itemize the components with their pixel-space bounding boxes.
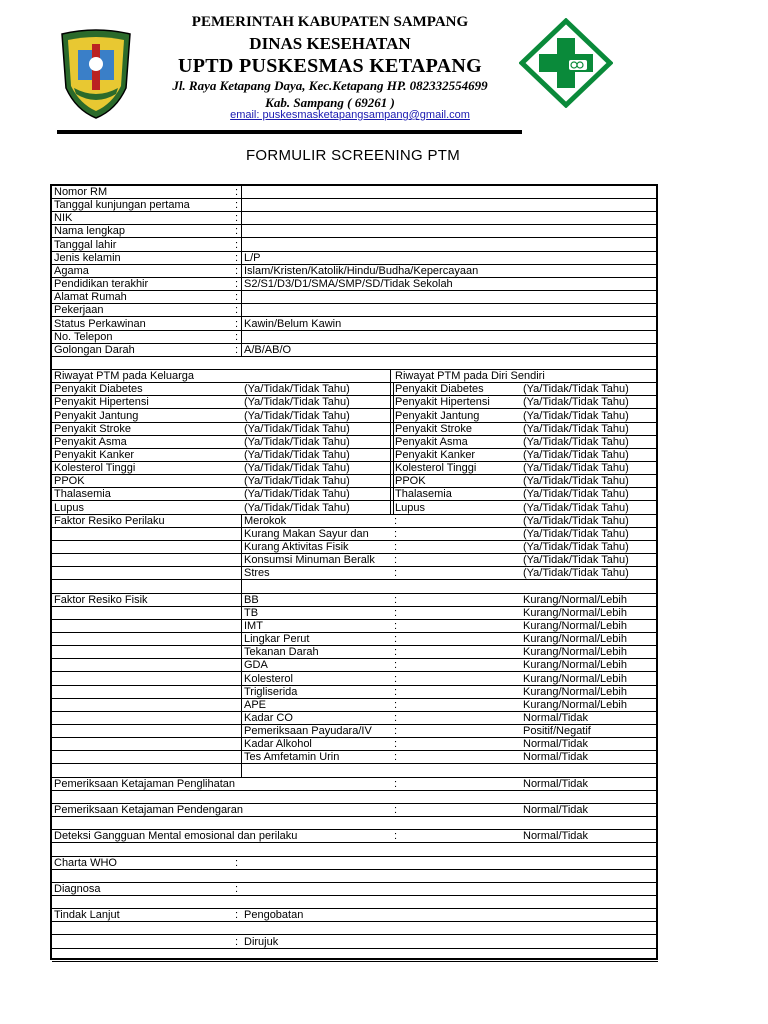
- identity-colon: :: [235, 330, 239, 343]
- self-disease-label: Thalasemia: [395, 488, 452, 501]
- identity-row: [52, 186, 658, 199]
- fisik-item-option[interactable]: Kurang/Normal/Lebih: [523, 633, 627, 646]
- identity-label: Golongan Darah: [54, 343, 135, 356]
- family-disease-option[interactable]: (Ya/Tidak/Tidak Tahu): [244, 396, 350, 409]
- self-disease-option[interactable]: (Ya/Tidak/Tidak Tahu): [523, 396, 629, 409]
- riwayat-row: [52, 396, 658, 409]
- riwayat-row: [52, 475, 658, 488]
- self-disease-label: Penyakit Diabetes: [395, 383, 484, 396]
- bottom-row: [52, 883, 658, 896]
- family-disease-label: Penyakit Stroke: [54, 422, 132, 435]
- identity-label: Alamat Rumah: [54, 291, 127, 304]
- fisik-row: [52, 620, 658, 633]
- perilaku-row: [52, 528, 658, 541]
- self-disease-label: Kolesterol Tinggi: [395, 462, 477, 475]
- self-disease-option[interactable]: (Ya/Tidak/Tidak Tahu): [523, 449, 629, 461]
- fisik-item-option[interactable]: Kurang/Normal/Lebih: [523, 646, 627, 659]
- form-title: FORMULIR SCREENING PTM: [245, 147, 461, 164]
- identity-row: [52, 304, 658, 317]
- self-disease-option[interactable]: (Ya/Tidak/Tidak Tahu): [523, 488, 629, 501]
- family-disease-label: Penyakit Diabetes: [54, 383, 143, 396]
- pemeriksaan-label: Pemeriksaan Ketajaman Pendengaran: [54, 804, 243, 817]
- identity-colon: :: [235, 291, 239, 304]
- header-divider: [57, 130, 522, 134]
- identity-colon: :: [235, 343, 239, 356]
- identity-row: [52, 291, 658, 304]
- identity-label: No. Telepon: [54, 330, 113, 343]
- pemeriksaan-spacer-row: [52, 791, 658, 804]
- self-disease-label: Penyakit Jantung: [395, 409, 480, 422]
- fisik-item-option[interactable]: Kurang/Normal/Lebih: [523, 606, 627, 619]
- self-disease-option[interactable]: (Ya/Tidak/Tidak Tahu): [523, 501, 629, 514]
- bottom-colon: :: [235, 882, 239, 895]
- fisik-row: [52, 594, 658, 607]
- fisik-colon: :: [394, 619, 398, 632]
- fisik-row: [52, 699, 658, 712]
- perilaku-section-label: Faktor Resiko Perilaku: [54, 514, 165, 527]
- header-line-government: PEMERINTAH KABUPATEN SAMPANG: [191, 14, 469, 30]
- identity-label: NIK: [54, 212, 73, 225]
- self-disease-option[interactable]: (Ya/Tidak/Tidak Tahu): [523, 462, 629, 475]
- riwayat-row: [52, 410, 658, 423]
- fisik-item-option[interactable]: Normal/Tidak: [523, 738, 588, 751]
- pemeriksaan-colon: :: [394, 777, 398, 790]
- perilaku-colon: :: [394, 514, 398, 527]
- perilaku-row: [52, 567, 658, 580]
- bottom-row: [52, 857, 658, 870]
- pemeriksaan-spacer-row: [52, 844, 658, 857]
- identity-colon: :: [235, 304, 239, 317]
- fisik-row: [52, 659, 658, 672]
- bottom-spacer-row: [52, 896, 658, 909]
- header-address: Jl. Raya Ketapang Daya, Kec.Ketapang HP. 082332554699: [172, 78, 488, 93]
- identity-label: Pekerjaan: [54, 304, 104, 317]
- fisik-item-label: GDA: [244, 659, 268, 672]
- identity-column-divider: [241, 186, 242, 357]
- family-disease-label: Penyakit Jantung: [54, 409, 139, 422]
- self-disease-label: Penyakit Asma: [395, 435, 468, 448]
- perilaku-row: [52, 541, 658, 554]
- riwayat-row: [52, 436, 658, 449]
- riwayat-middle-divider: [390, 370, 391, 515]
- perilaku-column-divider: [241, 515, 242, 594]
- family-disease-option[interactable]: (Ya/Tidak/Tidak Tahu): [244, 501, 350, 514]
- fisik-row: [52, 686, 658, 699]
- pemeriksaan-row: [52, 804, 658, 817]
- pemeriksaan-option[interactable]: Normal/Tidak: [523, 830, 588, 843]
- fisik-item-label: Kadar CO: [244, 712, 293, 724]
- perilaku-item-option[interactable]: (Ya/Tidak/Tidak Tahu): [523, 514, 629, 527]
- perilaku-row: [52, 554, 658, 567]
- identity-label: Status Perkawinan: [54, 317, 146, 330]
- family-disease-option[interactable]: (Ya/Tidak/Tidak Tahu): [244, 383, 350, 396]
- riwayat-row: [52, 462, 658, 475]
- fisik-item-option[interactable]: Kurang/Normal/Lebih: [523, 659, 627, 672]
- self-disease-option[interactable]: (Ya/Tidak/Tidak Tahu): [523, 409, 629, 422]
- fisik-colon: :: [394, 698, 398, 711]
- family-disease-option[interactable]: (Ya/Tidak/Tidak Tahu): [244, 449, 350, 461]
- pemeriksaan-colon: :: [394, 830, 398, 843]
- family-disease-option[interactable]: (Ya/Tidak/Tidak Tahu): [244, 435, 350, 448]
- perilaku-item-option[interactable]: (Ya/Tidak/Tidak Tahu): [523, 527, 629, 540]
- identity-row: [52, 225, 658, 238]
- identity-row: [52, 239, 658, 252]
- family-disease-option[interactable]: (Ya/Tidak/Tidak Tahu): [244, 475, 350, 488]
- identity-colon: :: [235, 317, 239, 330]
- fisik-item-option[interactable]: Kurang/Normal/Lebih: [523, 672, 627, 685]
- perilaku-item-label: Kurang Makan Sayur dan: [244, 527, 369, 540]
- identity-label: Pendidikan terakhir: [54, 278, 149, 291]
- self-disease-option[interactable]: (Ya/Tidak/Tidak Tahu): [523, 422, 629, 435]
- fisik-item-option[interactable]: Kurang/Normal/Lebih: [523, 593, 627, 606]
- fisik-item-option[interactable]: Kurang/Normal/Lebih: [523, 685, 627, 698]
- puskesmas-cross-logo-icon: [519, 18, 613, 108]
- header-email-link[interactable]: email: puskesmasketapangsampang@gmail.com: [230, 109, 470, 121]
- fisik-item-label: Tekanan Darah: [244, 646, 319, 659]
- perilaku-item-option[interactable]: (Ya/Tidak/Tidak Tahu): [523, 567, 629, 580]
- fisik-item-label: Trigliserida: [244, 685, 298, 698]
- identity-row: [52, 212, 658, 225]
- family-disease-label: Kolesterol Tinggi: [54, 462, 136, 475]
- family-disease-label: Lupus: [54, 501, 84, 514]
- identity-row: [52, 252, 658, 265]
- pemeriksaan-label: Pemeriksaan Ketajaman Penglihatan: [54, 777, 236, 790]
- perilaku-item-label: Stres: [244, 567, 270, 580]
- fisik-column-divider: [241, 594, 242, 778]
- fisik-item-option[interactable]: Positif/Negatif: [523, 725, 591, 738]
- family-disease-label: Penyakit Asma: [54, 435, 127, 448]
- identity-label: Jenis kelamin: [54, 251, 121, 264]
- family-history-header: Riwayat PTM pada Keluarga: [54, 370, 195, 383]
- pemeriksaan-row: [52, 778, 658, 791]
- family-disease-option[interactable]: (Ya/Tidak/Tidak Tahu): [244, 409, 350, 422]
- bottom-label: Tindak Lanjut: [54, 909, 120, 922]
- fisik-colon: :: [394, 738, 398, 751]
- identity-value-field[interactable]: Kawin/Belum Kawin: [244, 317, 342, 330]
- fisik-row: [52, 738, 658, 751]
- bottom-label: Charta WHO: [54, 856, 117, 869]
- perilaku-colon: :: [394, 527, 398, 540]
- self-disease-label: Penyakit Hipertensi: [395, 396, 490, 409]
- fisik-item-option[interactable]: Normal/Tidak: [523, 751, 588, 764]
- fisik-colon: :: [394, 606, 398, 619]
- fisik-item-label: Pemeriksaan Payudara/IV: [244, 725, 372, 738]
- fisik-row: [52, 725, 658, 738]
- fisik-item-option[interactable]: Kurang/Normal/Lebih: [523, 698, 627, 711]
- riwayat-middle-divider: [393, 383, 394, 515]
- identity-row: [52, 199, 658, 212]
- identity-spacer-row: [52, 357, 658, 370]
- self-history-header: Riwayat PTM pada Diri Sendiri: [395, 370, 545, 383]
- fisik-colon: :: [394, 633, 398, 646]
- identity-colon: :: [235, 199, 239, 212]
- perilaku-row: [52, 515, 658, 528]
- identity-value-field[interactable]: S2/S1/D3/D1/SMA/SMP/SD/Tidak Sekolah: [244, 278, 453, 291]
- fisik-colon: :: [394, 672, 398, 685]
- identity-colon: :: [235, 238, 239, 251]
- header-line-department: DINAS KESEHATAN: [249, 34, 411, 53]
- fisik-item-label: Kadar Alkohol: [244, 738, 312, 751]
- perilaku-item-label: Konsumsi Minuman Beralk: [244, 554, 375, 567]
- bottom-spacer-row: [52, 870, 658, 883]
- riwayat-row: [52, 383, 658, 396]
- self-disease-label: Lupus: [395, 501, 425, 514]
- identity-row: [52, 318, 658, 331]
- identity-colon: :: [235, 278, 239, 291]
- header-city: Kab. Sampang ( 69261 ): [265, 95, 395, 110]
- pemeriksaan-option[interactable]: Normal/Tidak: [523, 804, 588, 817]
- identity-colon: :: [235, 251, 239, 264]
- identity-row: [52, 278, 658, 291]
- pemeriksaan-colon: :: [394, 804, 398, 817]
- riwayat-header-row: [52, 370, 658, 383]
- family-disease-option[interactable]: (Ya/Tidak/Tidak Tahu): [244, 488, 350, 501]
- identity-colon: :: [235, 264, 239, 277]
- identity-value-field[interactable]: A/B/AB/O: [244, 343, 292, 356]
- bottom-colon: :: [235, 935, 239, 948]
- identity-colon: :: [235, 225, 239, 238]
- identity-label: Tanggal lahir: [54, 238, 117, 251]
- self-disease-label: Penyakit Stroke: [395, 422, 473, 435]
- family-disease-option[interactable]: (Ya/Tidak/Tidak Tahu): [244, 462, 350, 475]
- bottom-value-field[interactable]: Dirujuk: [244, 935, 279, 948]
- bottom-label: Diagnosa: [54, 882, 101, 895]
- perilaku-item-option[interactable]: (Ya/Tidak/Tidak Tahu): [523, 554, 629, 567]
- perilaku-colon: :: [394, 541, 398, 554]
- fisik-colon: :: [394, 725, 398, 738]
- fisik-item-option[interactable]: Kurang/Normal/Lebih: [523, 619, 627, 632]
- fisik-colon: :: [394, 593, 398, 606]
- bottom-row: [52, 909, 658, 922]
- fisik-item-option[interactable]: Normal/Tidak: [523, 712, 588, 724]
- fisik-colon: :: [394, 646, 398, 659]
- fisik-item-label: BB: [244, 593, 259, 606]
- fisik-row: [52, 646, 658, 659]
- fisik-colon: :: [394, 751, 398, 764]
- self-disease-label: PPOK: [395, 475, 426, 488]
- fisik-colon: :: [394, 685, 398, 698]
- self-disease-option[interactable]: (Ya/Tidak/Tidak Tahu): [523, 383, 629, 396]
- identity-row: [52, 344, 658, 357]
- bottom-colon: :: [235, 909, 239, 922]
- fisik-item-label: Lingkar Perut: [244, 633, 310, 646]
- self-disease-label: Penyakit Kanker: [395, 449, 476, 461]
- pemeriksaan-row: [52, 830, 658, 843]
- perilaku-item-label: Merokok: [244, 514, 287, 527]
- riwayat-row: [52, 488, 658, 501]
- fisik-row: [52, 751, 658, 764]
- fisik-section-label: Faktor Resiko Fisik: [54, 593, 148, 606]
- family-disease-option[interactable]: (Ya/Tidak/Tidak Tahu): [244, 422, 350, 435]
- riwayat-row: [52, 502, 658, 515]
- fisik-item-label: APE: [244, 698, 267, 711]
- bottom-spacer-row: [52, 949, 658, 962]
- fisik-row: [52, 712, 658, 725]
- screening-form-table: [50, 184, 658, 960]
- perilaku-item-label: Kurang Aktivitas Fisik: [244, 541, 349, 554]
- bottom-spacer-row: [52, 922, 658, 935]
- identity-label: Tanggal kunjungan pertama: [54, 199, 190, 212]
- fisik-item-label: IMT: [244, 619, 263, 632]
- fisik-item-label: Tes Amfetamin Urin: [244, 751, 340, 764]
- fisik-item-label: Kolesterol: [244, 672, 293, 685]
- self-disease-option[interactable]: (Ya/Tidak/Tidak Tahu): [523, 475, 629, 488]
- fisik-spacer-row: [52, 765, 658, 778]
- family-disease-label: Penyakit Hipertensi: [54, 396, 149, 409]
- bottom-value-field[interactable]: Pengobatan: [244, 909, 304, 922]
- identity-colon: :: [235, 186, 239, 198]
- family-disease-label: PPOK: [54, 475, 85, 488]
- identity-row: [52, 265, 658, 278]
- perilaku-spacer-row: [52, 581, 658, 594]
- self-disease-option[interactable]: (Ya/Tidak/Tidak Tahu): [523, 435, 629, 448]
- pemeriksaan-label: Deteksi Gangguan Mental emosional dan perilaku: [54, 830, 298, 843]
- fisik-row: [52, 633, 658, 646]
- perilaku-colon: :: [394, 554, 398, 567]
- identity-label: Nomor RM: [54, 186, 108, 198]
- perilaku-colon: :: [394, 567, 398, 580]
- identity-row: [52, 331, 658, 344]
- fisik-row: [52, 673, 658, 686]
- fisik-colon: :: [394, 659, 398, 672]
- family-disease-label: Penyakit Kanker: [54, 449, 135, 461]
- riwayat-row: [52, 423, 658, 436]
- family-disease-label: Thalasemia: [54, 488, 111, 501]
- pemeriksaan-option[interactable]: Normal/Tidak: [523, 777, 588, 790]
- fisik-colon: :: [394, 712, 398, 724]
- bottom-row: [52, 936, 658, 949]
- identity-colon: :: [235, 212, 239, 225]
- fisik-item-label: TB: [244, 606, 259, 619]
- identity-value-field[interactable]: Islam/Kristen/Katolik/Hindu/Budha/Kepercayaan: [244, 264, 479, 277]
- riwayat-row: [52, 449, 658, 462]
- identity-label: Nama lengkap: [54, 225, 125, 238]
- bottom-colon: :: [235, 856, 239, 869]
- identity-label: Agama: [54, 264, 89, 277]
- pemeriksaan-spacer-row: [52, 817, 658, 830]
- fisik-row: [52, 607, 658, 620]
- perilaku-item-option[interactable]: (Ya/Tidak/Tidak Tahu): [523, 541, 629, 554]
- header-line-puskesmas: UPTD PUSKESMAS KETAPANG: [178, 55, 482, 77]
- identity-value-field[interactable]: L/P: [244, 251, 261, 264]
